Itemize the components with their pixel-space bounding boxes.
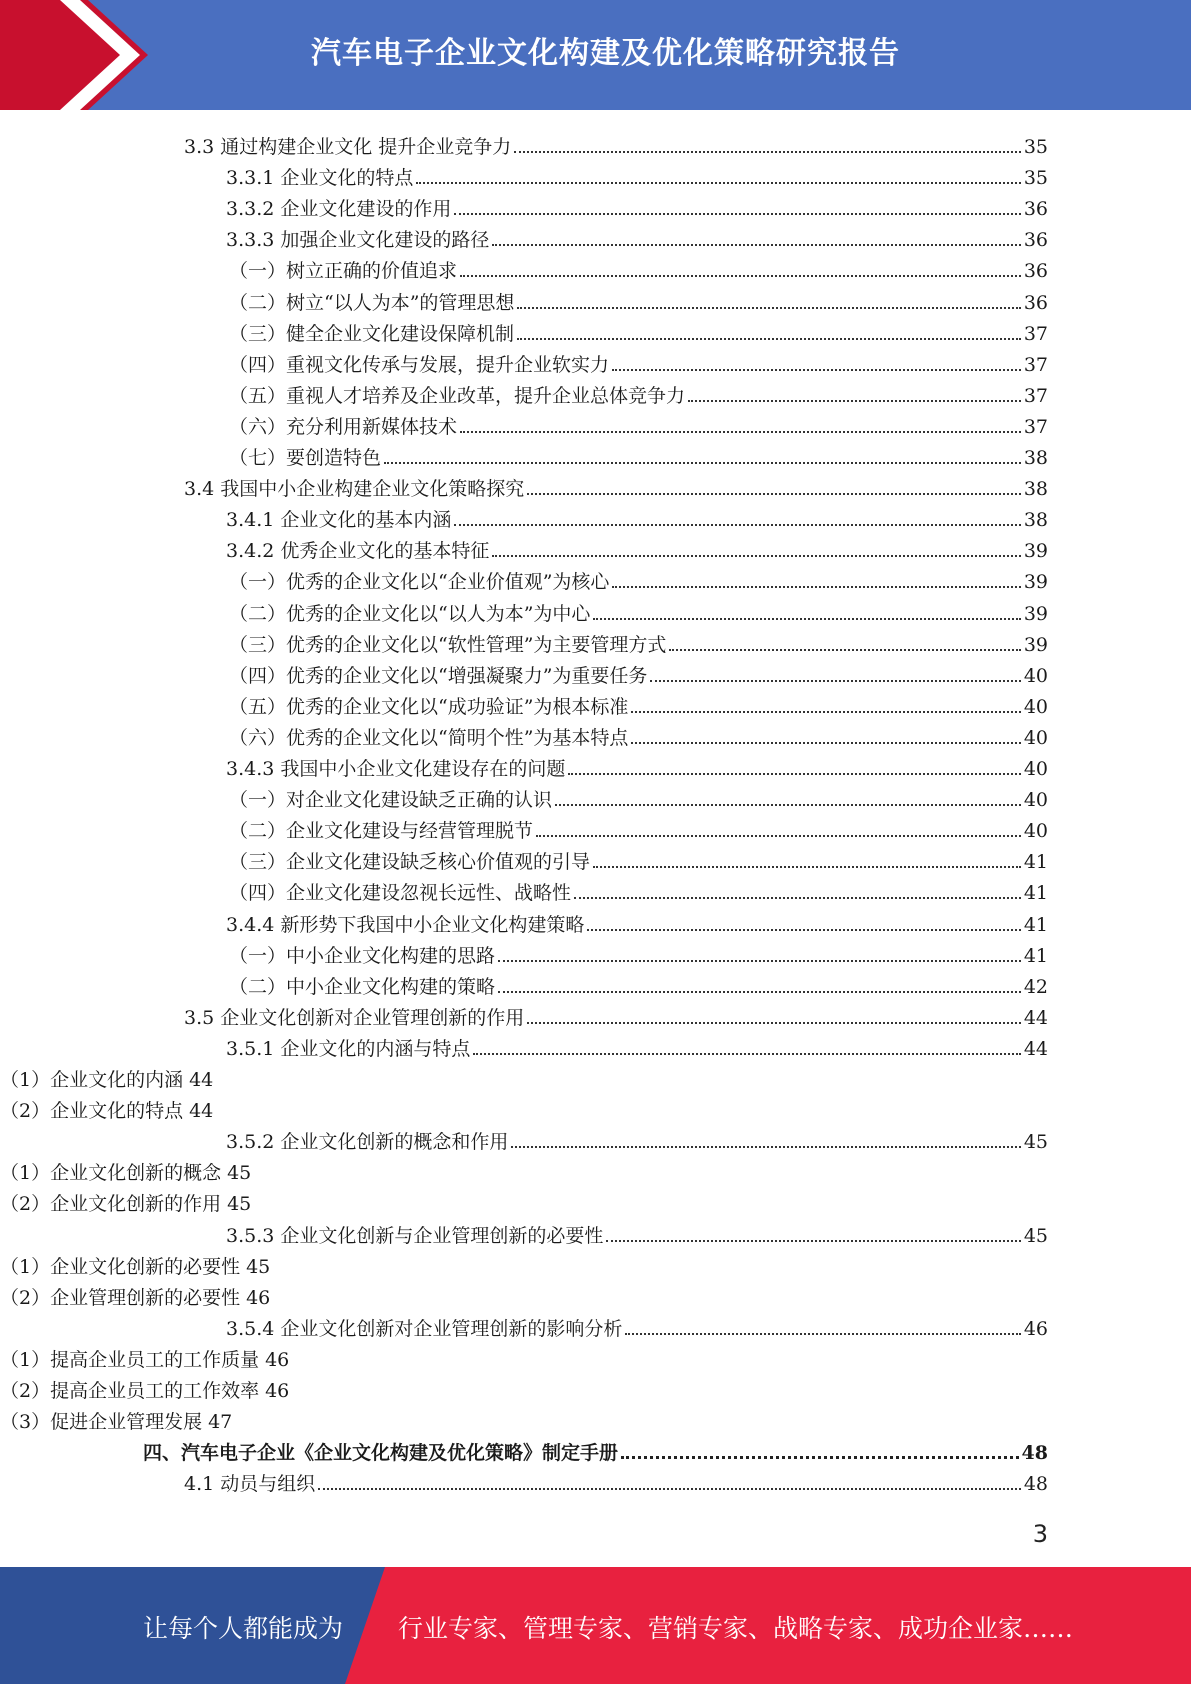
toc-entry-page: 41 [1023,882,1048,905]
toc-entry[interactable] [0,1403,232,1433]
toc-entry[interactable] [184,470,1048,500]
toc-entry-label: 3.5.1 企业文化的内涵与特点 [226,1037,471,1060]
page-footer [0,1567,1191,1684]
toc-dot-leader [454,523,1020,526]
toc-dot-leader [650,679,1020,682]
toc-entry[interactable] [226,501,1048,531]
toc-dot-leader [612,368,1021,371]
toc-entry[interactable] [226,906,1048,936]
toc-entry[interactable] [226,1217,1048,1247]
toc-entry-page: 45 [227,1193,252,1216]
toc-entry[interactable] [226,159,1048,189]
toc-entry-label: 3.5.4 企业文化创新对企业管理创新的影响分析 [226,1317,623,1340]
toc-dot-leader [568,772,1020,775]
toc-entry[interactable] [229,781,1048,811]
toc-entry[interactable] [226,1030,1048,1060]
toc-entry-page: 42 [1023,975,1048,998]
footer-slogan-right: 行业专家、管理专家、营销专家、战略专家、成功企业家…… [398,1614,1074,1643]
toc-entry-page: 39 [1023,633,1048,656]
toc-dot-leader [536,834,1021,837]
toc-dot-leader [511,1145,1020,1148]
toc-entry-label: （二）企业文化建设与经营管理脱节 [229,820,534,843]
toc-entry-label: （五）重视人才培养及企业改革，提升企业总体竞争力 [229,384,686,407]
toc-entry-label: （一）优秀的企业文化以“企业价值观”为核心 [229,571,610,594]
toc-entry-label: （三）健全企业文化建设保障机制 [229,322,515,345]
toc-entry-page: 41 [1023,944,1048,967]
toc-entry-label: （五）优秀的企业文化以“成功验证”为根本标准 [229,695,629,718]
toc-entry-label: 3.3.3 加强企业文化建设的路径 [226,229,490,252]
toc-entry[interactable] [143,1434,1048,1464]
toc-entry-page: 40 [1023,820,1048,843]
toc-entry-label: （2）企业文化创新的作用 [0,1193,222,1216]
toc-entry-label: （二）中小企业文化构建的策略 [229,975,496,998]
toc-entry[interactable] [0,1154,251,1184]
toc-entry[interactable] [226,1310,1048,1340]
toc-entry-label: （一）对企业文化建设缺乏正确的认识 [229,789,553,812]
toc-entry-label: （2）企业管理创新的必要性 [0,1286,241,1309]
toc-entry-label: 3.4.1 企业文化的基本内涵 [226,509,452,532]
toc-entry-label: （二）优秀的企业文化以“以人为本”为中心 [229,602,591,625]
toc-dot-leader [625,1332,1020,1335]
toc-entry-label: 3.4 我国中小企业构建企业文化策略探究 [184,478,525,501]
toc-entry-page: 35 [1023,167,1048,190]
toc-entry-label: （3）促进企业管理发展 [0,1411,203,1434]
toc-entry[interactable] [229,626,1048,656]
toc-entry[interactable] [229,315,1048,345]
toc-dot-leader [593,617,1020,620]
toc-dot-leader [492,243,1020,246]
toc-entry[interactable] [229,874,1048,904]
toc-entry-label: （六）优秀的企业文化以“简明个性”为基本特点 [229,726,629,749]
toc-dot-leader [416,181,1020,184]
toc-entry-page: 46 [265,1380,290,1402]
toc-entry-label: （2）提高企业员工的工作效率 [0,1380,260,1402]
toc-entry-page: 45 [227,1162,252,1185]
toc-entry[interactable] [0,1185,251,1215]
toc-entry-page: 44 [189,1100,214,1123]
toc-dot-leader [454,212,1020,215]
toc-entry[interactable] [229,252,1048,282]
toc-entry[interactable] [0,1372,289,1402]
toc-entry[interactable] [0,1341,289,1371]
toc-dot-leader [498,990,1021,993]
toc-entry-label: （一）中小企业文化构建的思路 [229,944,496,967]
toc-entry-page: 45 [1023,1224,1048,1247]
toc-dot-leader [527,492,1021,495]
toc-entry[interactable] [229,937,1048,967]
toc-entry[interactable] [226,221,1048,251]
toc-dot-leader [492,554,1020,557]
toc-entry[interactable] [0,1279,270,1309]
toc-entry-page: 46 [1023,1317,1048,1340]
toc-dot-leader [460,274,1021,277]
toc-entry-label: 3.3.1 企业文化的特点 [226,167,414,190]
toc-dot-leader [606,1239,1020,1242]
toc-entry-page: 48 [1023,1473,1048,1496]
toc-dot-leader [631,710,1020,713]
toc-entry-page: 38 [1023,509,1048,532]
toc-entry-page: 44 [1023,1037,1048,1060]
toc-entry-label: （七）要创造特色 [229,447,382,469]
toc-entry-label: （四）优秀的企业文化以“增强凝聚力”为重要任务 [229,664,648,687]
toc-entry[interactable] [229,719,1048,749]
toc-entry[interactable] [184,1465,1048,1495]
toc-entry-page: 40 [1023,726,1048,749]
toc-entry[interactable] [184,999,1048,1029]
toc-dot-leader [574,896,1021,899]
toc-entry-page: 36 [1023,229,1048,252]
toc-entry[interactable] [229,812,1048,842]
toc-entry[interactable] [229,843,1048,873]
toc-entry[interactable] [229,284,1048,314]
toc-entry-page: 44 [189,1069,214,1091]
toc-entry-page: 41 [1023,913,1048,936]
toc-dot-leader [318,1487,1021,1490]
toc-entry-label: （三）优秀的企业文化以“软性管理”为主要管理方式 [229,633,667,656]
toc-entry-label: （1）企业文化创新的必要性 [0,1255,241,1278]
toc-entry-page: 41 [1023,851,1048,874]
toc-entry-page: 45 [1023,1131,1048,1154]
toc-entry-label: 3.4.2 优秀企业文化的基本特征 [226,540,490,563]
toc-entry-page: 48 [1021,1442,1048,1465]
toc-dot-leader [631,741,1020,744]
toc-entry-label: （一）树立正确的价值追求 [229,260,458,283]
toc-dot-leader [514,150,1021,153]
page-header [0,0,1191,110]
toc-entry[interactable] [184,128,1048,158]
toc-dot-leader [384,461,1021,464]
toc-entry[interactable] [229,408,1048,438]
toc-entry-page: 36 [1023,198,1048,221]
page-number: 3 [1032,1520,1048,1548]
toc-entry-label: （1）提高企业员工的工作质量 [0,1348,260,1371]
toc-dot-leader [612,585,1020,588]
toc-dot-leader [587,928,1020,931]
toc-entry[interactable] [229,439,1048,469]
toc-dot-leader [473,1052,1020,1055]
toc-entry[interactable] [0,1092,213,1122]
toc-entry-page: 40 [1023,789,1048,812]
toc-dot-leader [593,865,1021,868]
toc-entry-label: 3.4.4 新形势下我国中小企业文化构建策略 [226,913,585,936]
toc-entry-page: 40 [1023,758,1048,780]
toc-entry-label: （1）企业文化创新的概念 [0,1162,222,1185]
footer-slogan-left: 让每个人都能成为 [143,1614,344,1643]
toc-entry-page: 39 [1023,602,1048,625]
toc-entry-page: 46 [265,1348,290,1371]
toc-entry-page: 45 [246,1255,271,1278]
toc-entry[interactable] [229,563,1048,593]
toc-dot-leader [517,306,1020,309]
toc-entry[interactable] [226,190,1048,220]
toc-entry[interactable] [229,595,1048,625]
toc-dot-leader [621,1455,1019,1459]
toc-entry[interactable] [0,1248,270,1278]
toc-entry-label: （四）重视文化传承与发展，提升企业软实力 [229,353,610,376]
toc-entry-label: （二）树立“以人为本”的管理思想 [229,291,515,314]
toc-entry[interactable] [226,1123,1048,1153]
toc-dot-leader [517,337,1021,340]
toc-entry-label: 3.3.2 企业文化建设的作用 [226,198,452,221]
toc-entry[interactable] [229,688,1048,718]
toc-entry-page: 38 [1023,447,1048,469]
toc-dot-leader [498,959,1021,962]
toc-entry-page: 39 [1023,571,1048,594]
toc-entry-page: 46 [246,1286,271,1309]
toc-entry-page: 37 [1023,353,1048,376]
toc-dot-leader [669,648,1020,651]
toc-entry-page: 35 [1023,136,1048,158]
toc-entry-label: 四、汽车电子企业《企业文化构建及优化策略》制定手册 [143,1442,619,1465]
toc-entry-page: 36 [1023,291,1048,314]
toc-entry-page: 44 [1023,1006,1048,1029]
toc-entry-label: 3.5.2 企业文化创新的概念和作用 [226,1131,509,1154]
toc-dot-leader [555,803,1021,806]
toc-entry-label: （三）企业文化建设缺乏核心价值观的引导 [229,851,591,874]
toc-entry-label: （1）企业文化的内涵 [0,1069,184,1091]
toc-entry[interactable] [229,377,1048,407]
toc-entry-label: 3.5 企业文化创新对企业管理创新的作用 [184,1006,525,1029]
document-title: 汽车电子企业文化构建及优化策略研究报告 [311,36,900,71]
toc-entry-page: 37 [1023,322,1048,345]
toc-entry-label: 3.5.3 企业文化创新与企业管理创新的必要性 [226,1224,604,1247]
toc-dot-leader [527,1021,1021,1024]
toc-dot-leader [460,430,1021,433]
toc-entry[interactable] [226,750,1048,780]
toc-entry-page: 40 [1023,664,1048,687]
toc-entry[interactable] [229,657,1048,687]
toc-entry[interactable] [229,968,1048,998]
toc-dot-leader [688,399,1021,402]
toc-entry-label: （四）企业文化建设忽视长远性、战略性 [229,882,572,905]
toc-entry-label: （六）充分利用新媒体技术 [229,415,458,438]
toc-entry-page: 39 [1023,540,1048,563]
toc-entry[interactable] [0,1061,213,1091]
toc-entry-page: 40 [1023,695,1048,718]
toc-entry-page: 36 [1023,260,1048,283]
toc-entry-label: 4.1 动员与组织 [184,1473,316,1496]
toc-entry-page: 38 [1023,478,1048,501]
toc-entry-label: 3.4.3 我国中小企业文化建设存在的问题 [226,758,566,780]
toc-entry[interactable] [226,532,1048,562]
toc-entry[interactable] [229,346,1048,376]
toc-entry-page: 47 [208,1411,233,1434]
toc-entry-label: （2）企业文化的特点 [0,1100,184,1123]
toc-entry-page: 37 [1023,415,1048,438]
toc-entry-page: 37 [1023,384,1048,407]
toc-entry-label: 3.3 通过构建企业文化 提升企业竞争力 [184,136,512,158]
